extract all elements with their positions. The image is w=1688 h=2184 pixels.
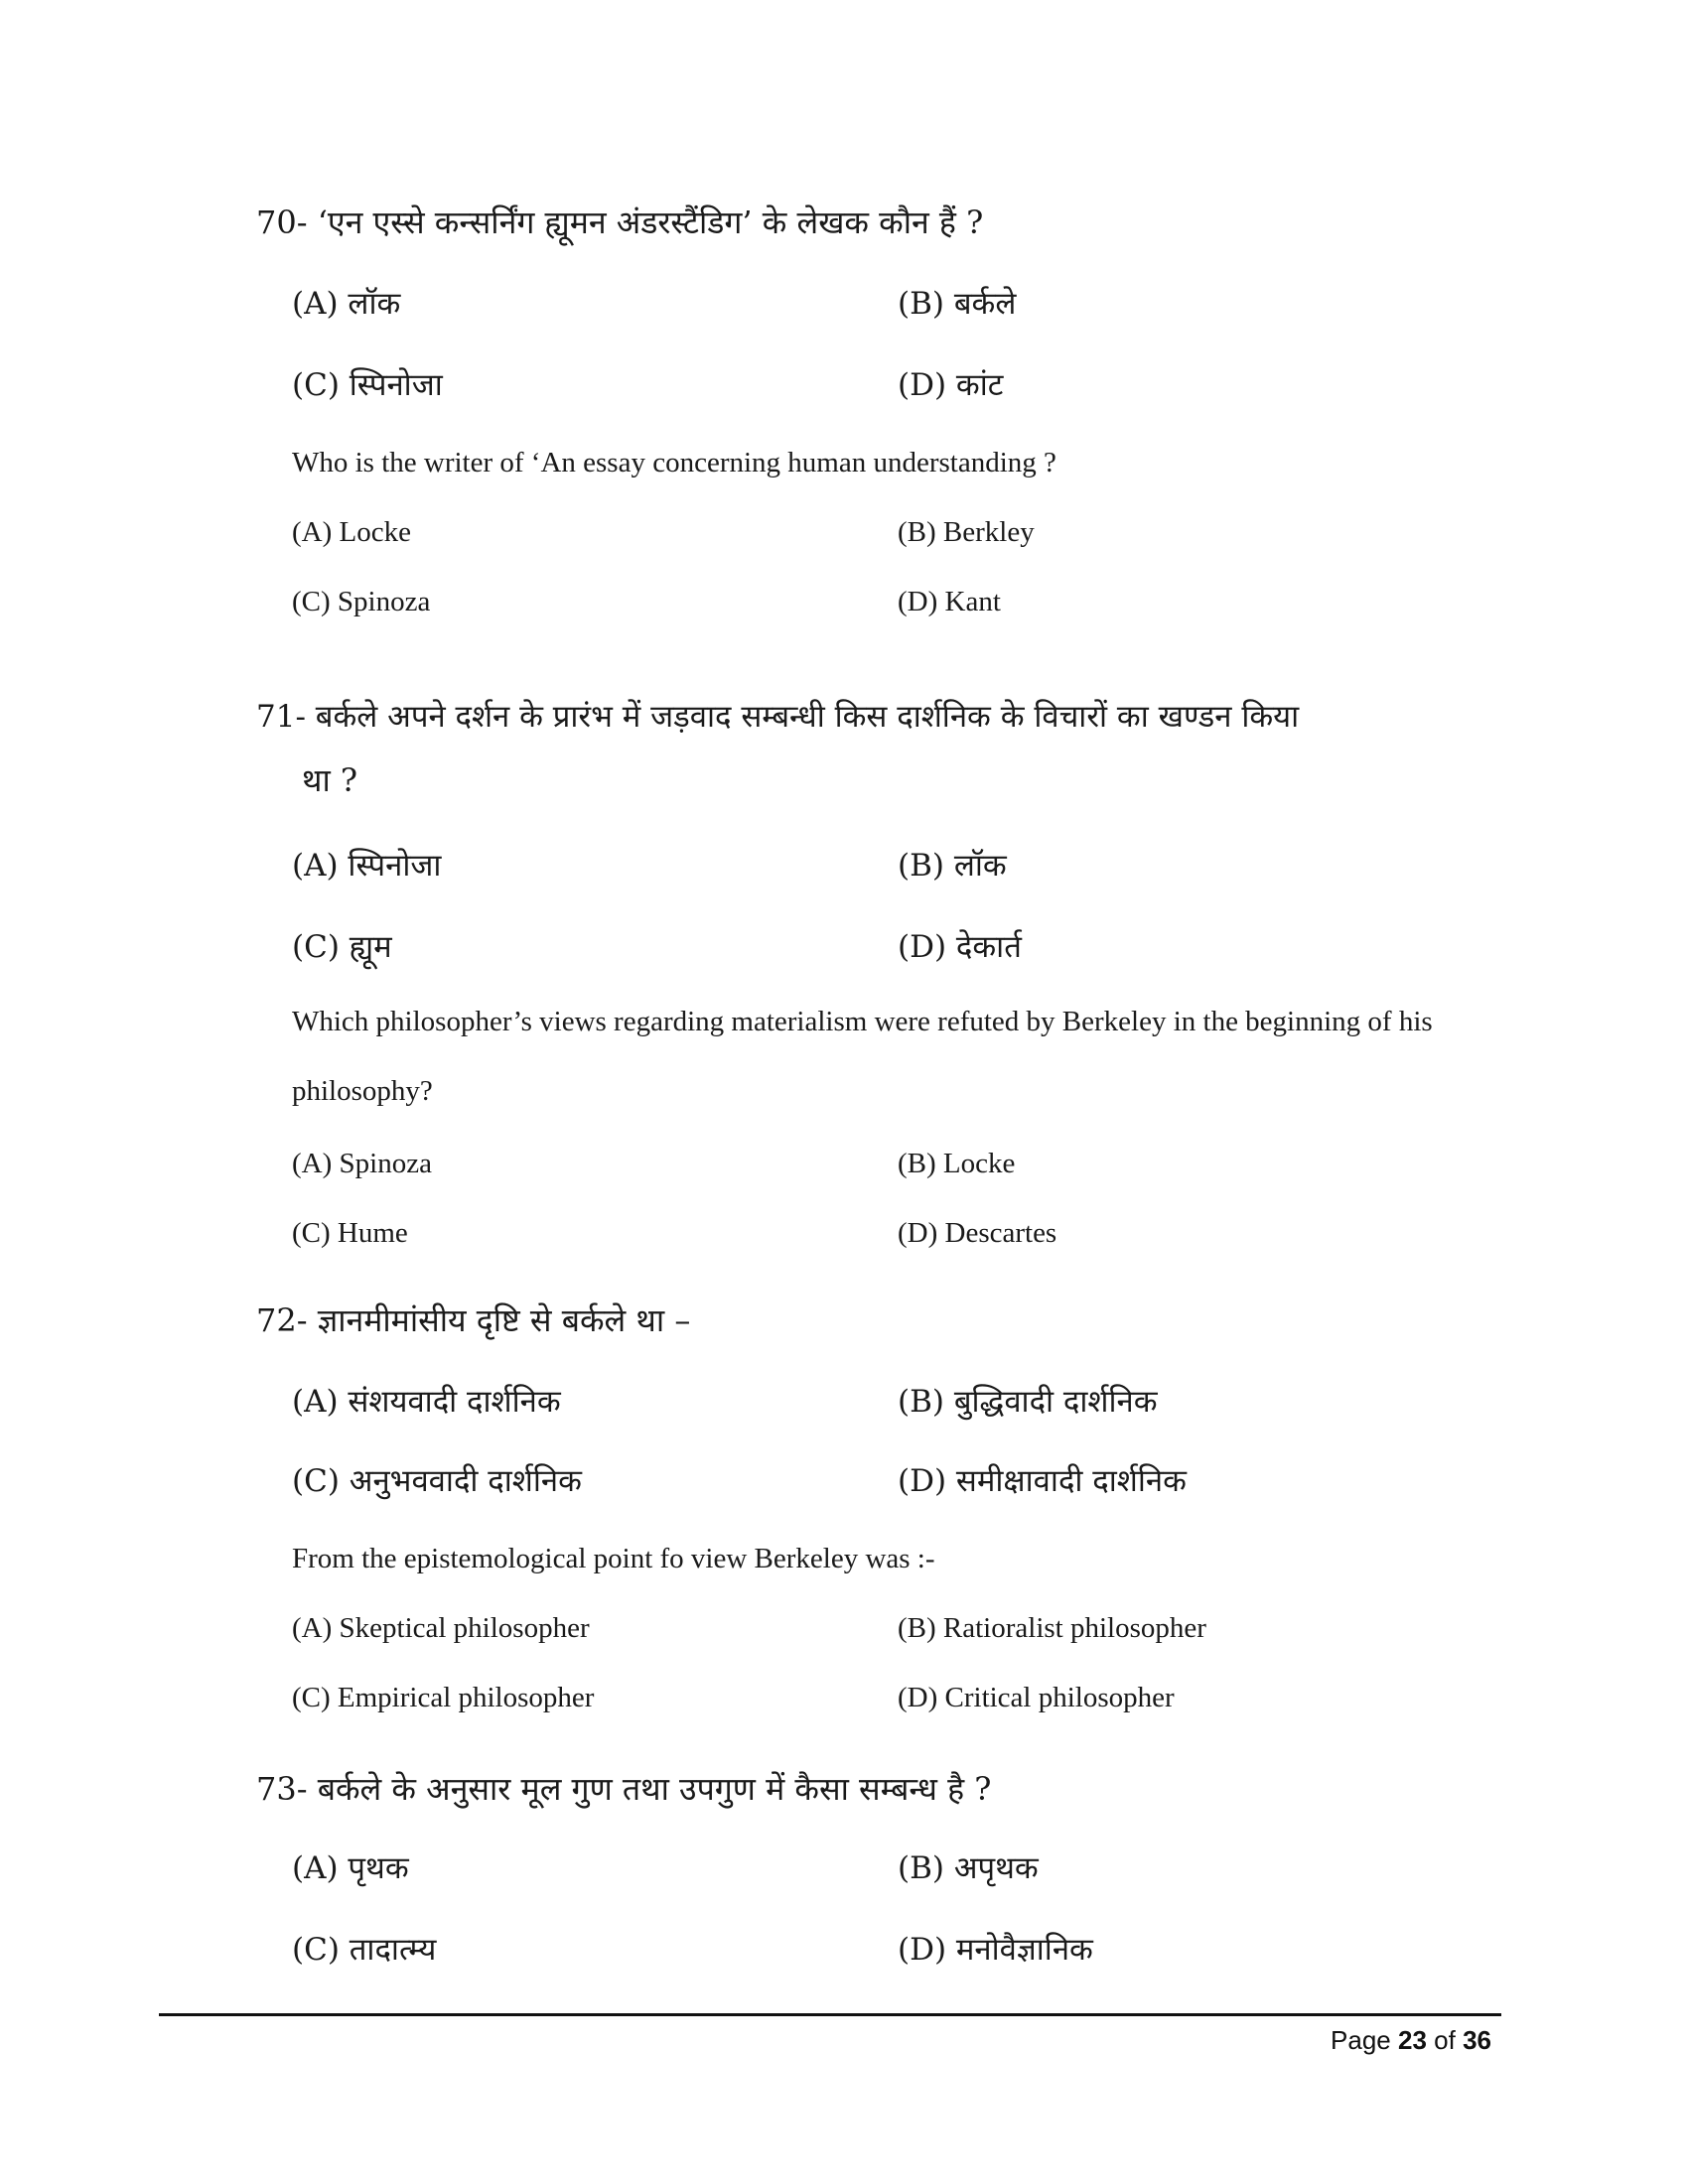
- page-label: Page: [1331, 2025, 1391, 2055]
- q73-hi-option-c: (C) तादात्म्य: [292, 1932, 437, 1968]
- q72-en-option-b: (B) Ratioralist philosopher: [898, 1612, 1206, 1644]
- q70-hi-option-d: (D) कांट: [898, 367, 1004, 403]
- q70-en-option-a: (A) Locke: [292, 516, 411, 548]
- q70-hi-option-b: (B) बर्कले: [898, 286, 1017, 322]
- q71-hi-option-c: (C) ह्यूम: [292, 929, 392, 965]
- q73-hi-option-a: (A) पृथक: [292, 1850, 409, 1886]
- q71-en-option-d: (D) Descartes: [898, 1217, 1057, 1249]
- question-70-english-stem: Who is the writer of ‘An essay concerning human understanding ?: [292, 447, 1056, 478]
- q70-en-option-d: (D) Kant: [898, 586, 1001, 617]
- question-70-hindi-stem: 70- ‘एन एस्से कन्सर्निंग ह्यूमन अंडरस्टैंडिग’ के लेखक कौन हैं ?: [256, 204, 984, 241]
- question-71-english-stem: Which philosopher’s views regarding materialism were refuted by Berkeley in the beginning of his philosophy?: [292, 1006, 1433, 1107]
- q71-en-option-c: (C) Hume: [292, 1217, 408, 1249]
- q71-en-option-b: (B) Locke: [898, 1148, 1016, 1179]
- q71-hi-option-b: (B) लॉक: [898, 848, 1007, 884]
- q72-en-option-a: (A) Skeptical philosopher: [292, 1612, 590, 1644]
- q71-hi-option-a: (A) स्पिनोजा: [292, 848, 442, 884]
- q72-hi-option-d: (D) समीक्षावादी दार्शनिक: [898, 1463, 1187, 1499]
- q73-hi-option-d: (D) मनोवैज्ञानिक: [898, 1932, 1093, 1968]
- page-total: 36: [1463, 2025, 1491, 2055]
- q72-hi-option-a: (A) संशयवादी दार्शनिक: [292, 1384, 561, 1420]
- q72-en-option-d: (D) Critical philosopher: [898, 1682, 1175, 1713]
- question-72-hindi-stem: 72- ज्ञानमीमांसीय दृष्टि से बर्कले था –: [256, 1301, 691, 1339]
- question-71-hindi-stem: 71- बर्कले अपने दर्शन के प्रारंभ में जड़वाद सम्बन्धी किस दार्शनिक के विचारों का खण्डन किया: [256, 699, 1300, 735]
- q72-hi-option-b: (B) बुद्धिवादी दार्शनिक: [898, 1384, 1158, 1420]
- q70-hi-option-c: (C) स्पिनोजा: [292, 367, 443, 403]
- q72-hi-option-c: (C) अनुभववादी दार्शनिक: [292, 1463, 582, 1499]
- q70-hi-option-a: (A) लॉक: [292, 286, 401, 322]
- question-72-english-stem: From the epistemological point fo view Berkeley was :-: [292, 1543, 935, 1574]
- page-number: [1331, 2025, 1491, 2056]
- q72-en-option-c: (C) Empirical philosopher: [292, 1682, 595, 1713]
- page-of-label: of: [1434, 2025, 1456, 2055]
- page-current: 23: [1398, 2025, 1427, 2055]
- q71-hi-option-d: (D) देकार्त: [898, 929, 1022, 965]
- q73-hi-option-b: (B) अपृथक: [898, 1850, 1039, 1886]
- footer-divider: [159, 2013, 1501, 2016]
- q71-en-option-a: (A) Spinoza: [292, 1148, 432, 1179]
- q70-en-option-c: (C) Spinoza: [292, 586, 431, 617]
- question-73-hindi-stem: 73- बर्कले के अनुसार मूल गुण तथा उपगुण में कैसा सम्बन्ध है ?: [256, 1770, 992, 1808]
- q70-en-option-b: (B) Berkley: [898, 516, 1035, 548]
- question-71-hindi-stem-cont: था ?: [302, 761, 358, 799]
